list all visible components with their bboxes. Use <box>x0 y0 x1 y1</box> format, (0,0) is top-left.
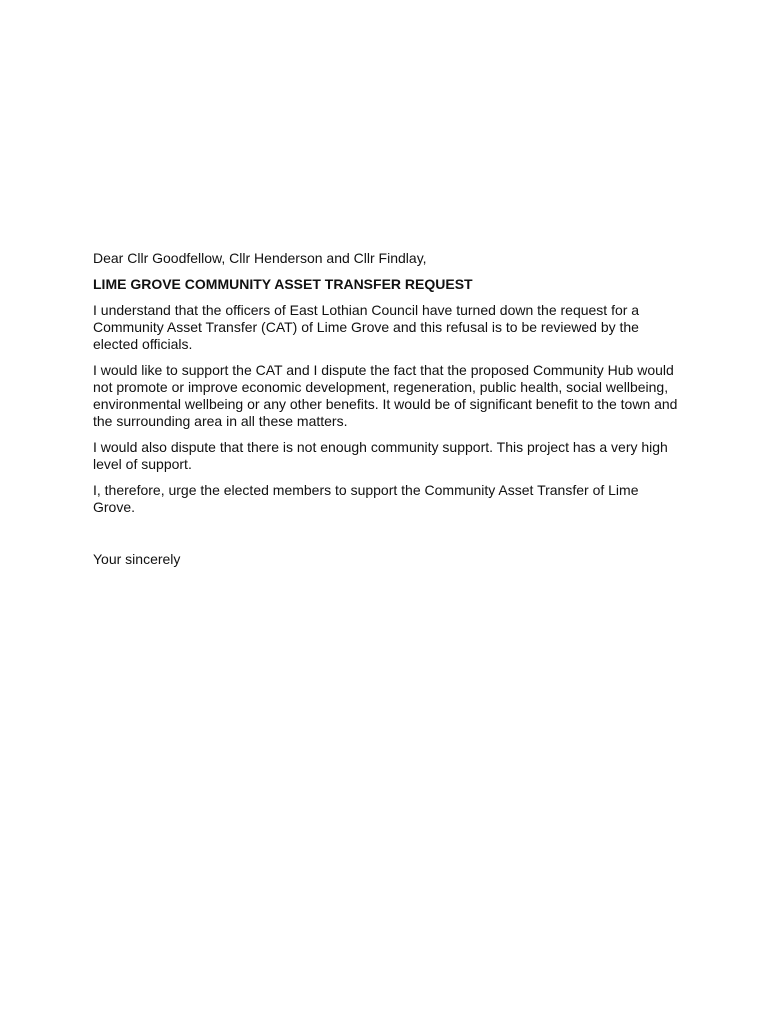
paragraph-urge: I, therefore, urge the elected members to support the Community Asset Transfer of Lime Grove. <box>93 482 639 515</box>
subject-heading: LIME GROVE COMMUNITY ASSET TRANSFER REQUEST <box>93 276 473 292</box>
letter-body <box>93 250 679 577</box>
closing: Your sincerely <box>93 551 181 567</box>
salutation: Dear Cllr Goodfellow, Cllr Henderson and Cllr Findlay, <box>93 250 427 266</box>
paragraph-support: I would like to support the CAT and I dispute the fact that the proposed Community Hub would not promote or improve economic development, regeneration, public health, social wellbeing, environmental wellbeing or any other benefits. It would be of significant benefit to the town and the surrounding area in all these matters. <box>93 362 678 429</box>
paragraph-community-support: I would also dispute that there is not enough community support. This project has a very high level of support. <box>93 439 668 472</box>
paragraph-refusal: I understand that the officers of East Lothian Council have turned down the request for a Community Asset Transfer (CAT) of Lime Grove and this refusal is to be reviewed by the elected officials. <box>93 302 640 352</box>
